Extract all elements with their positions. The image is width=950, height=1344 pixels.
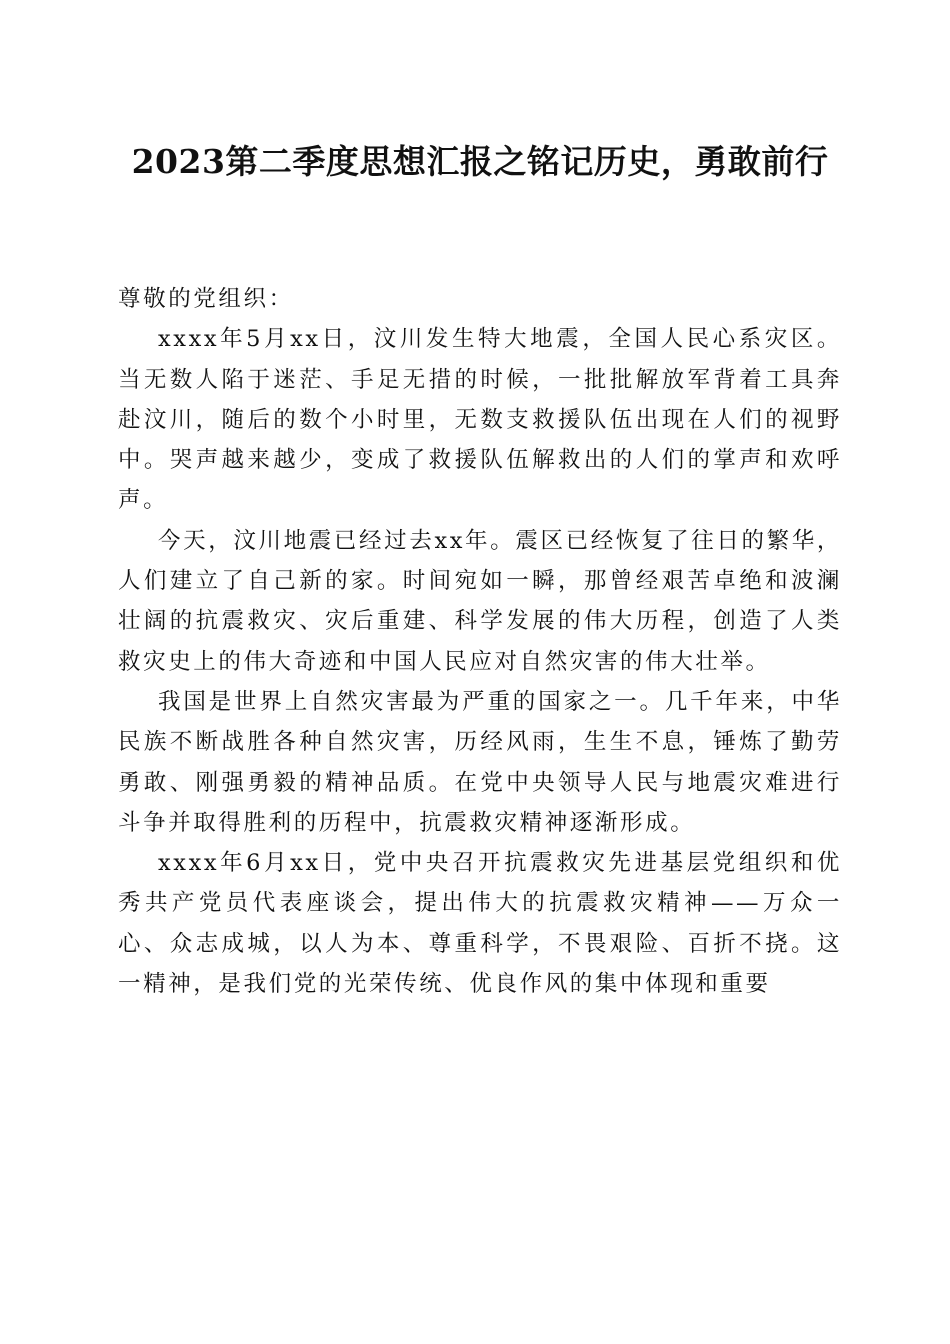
- paragraph-4: xxxx年6月xx日，党中央召开抗震救灾先进基层党组织和优秀共产党员代表座谈会，提出伟大的抗震救灾精神——万众一心、众志成城，以人为本、尊重科学，不畏艰险、百折不挠。这一精神，是我们党的光荣传统、优良作风的集中体现和重要: [118, 850, 842, 998]
- paragraph-2: 今天，汶川地震已经过去xx年。震区已经恢复了往日的繁华，人们建立了自己新的家。时间宛如一瞬，那曾经艰苦卓绝和波澜壮阔的抗震救灾、灾后重建、科学发展的伟大历程，创造了人类救灾史上的伟大奇迹和中国人民应对自然灾害的伟大壮举。: [118, 527, 842, 675]
- paragraph-1: xxxx年5月xx日，汶川发生特大地震，全国人民心系灾区。当无数人陷于迷茫、手足无措的时候，一批批解放军背着工具奔赴汶川，随后的数个小时里，无数支救援队伍出现在人们的视野中。哭声越来越少，变成了救援队伍解救出的人们的掌声和欢呼声。: [118, 326, 842, 514]
- salutation: 尊敬的党组织：: [118, 286, 294, 312]
- document-body: [118, 279, 842, 1004]
- paragraph-3: 我国是世界上自然灾害最为严重的国家之一。几千年来，中华民族不断战胜各种自然灾害，历经风雨，生生不息，锤炼了勤劳勇敢、刚强勇毅的精神品质。在党中央领导人民与地震灾难进行斗争并取得胜利的历程中，抗震救灾精神逐渐形成。: [118, 688, 842, 836]
- document-title: 2023第二季度思想汇报之铭记历史，勇敢前行: [131, 142, 829, 181]
